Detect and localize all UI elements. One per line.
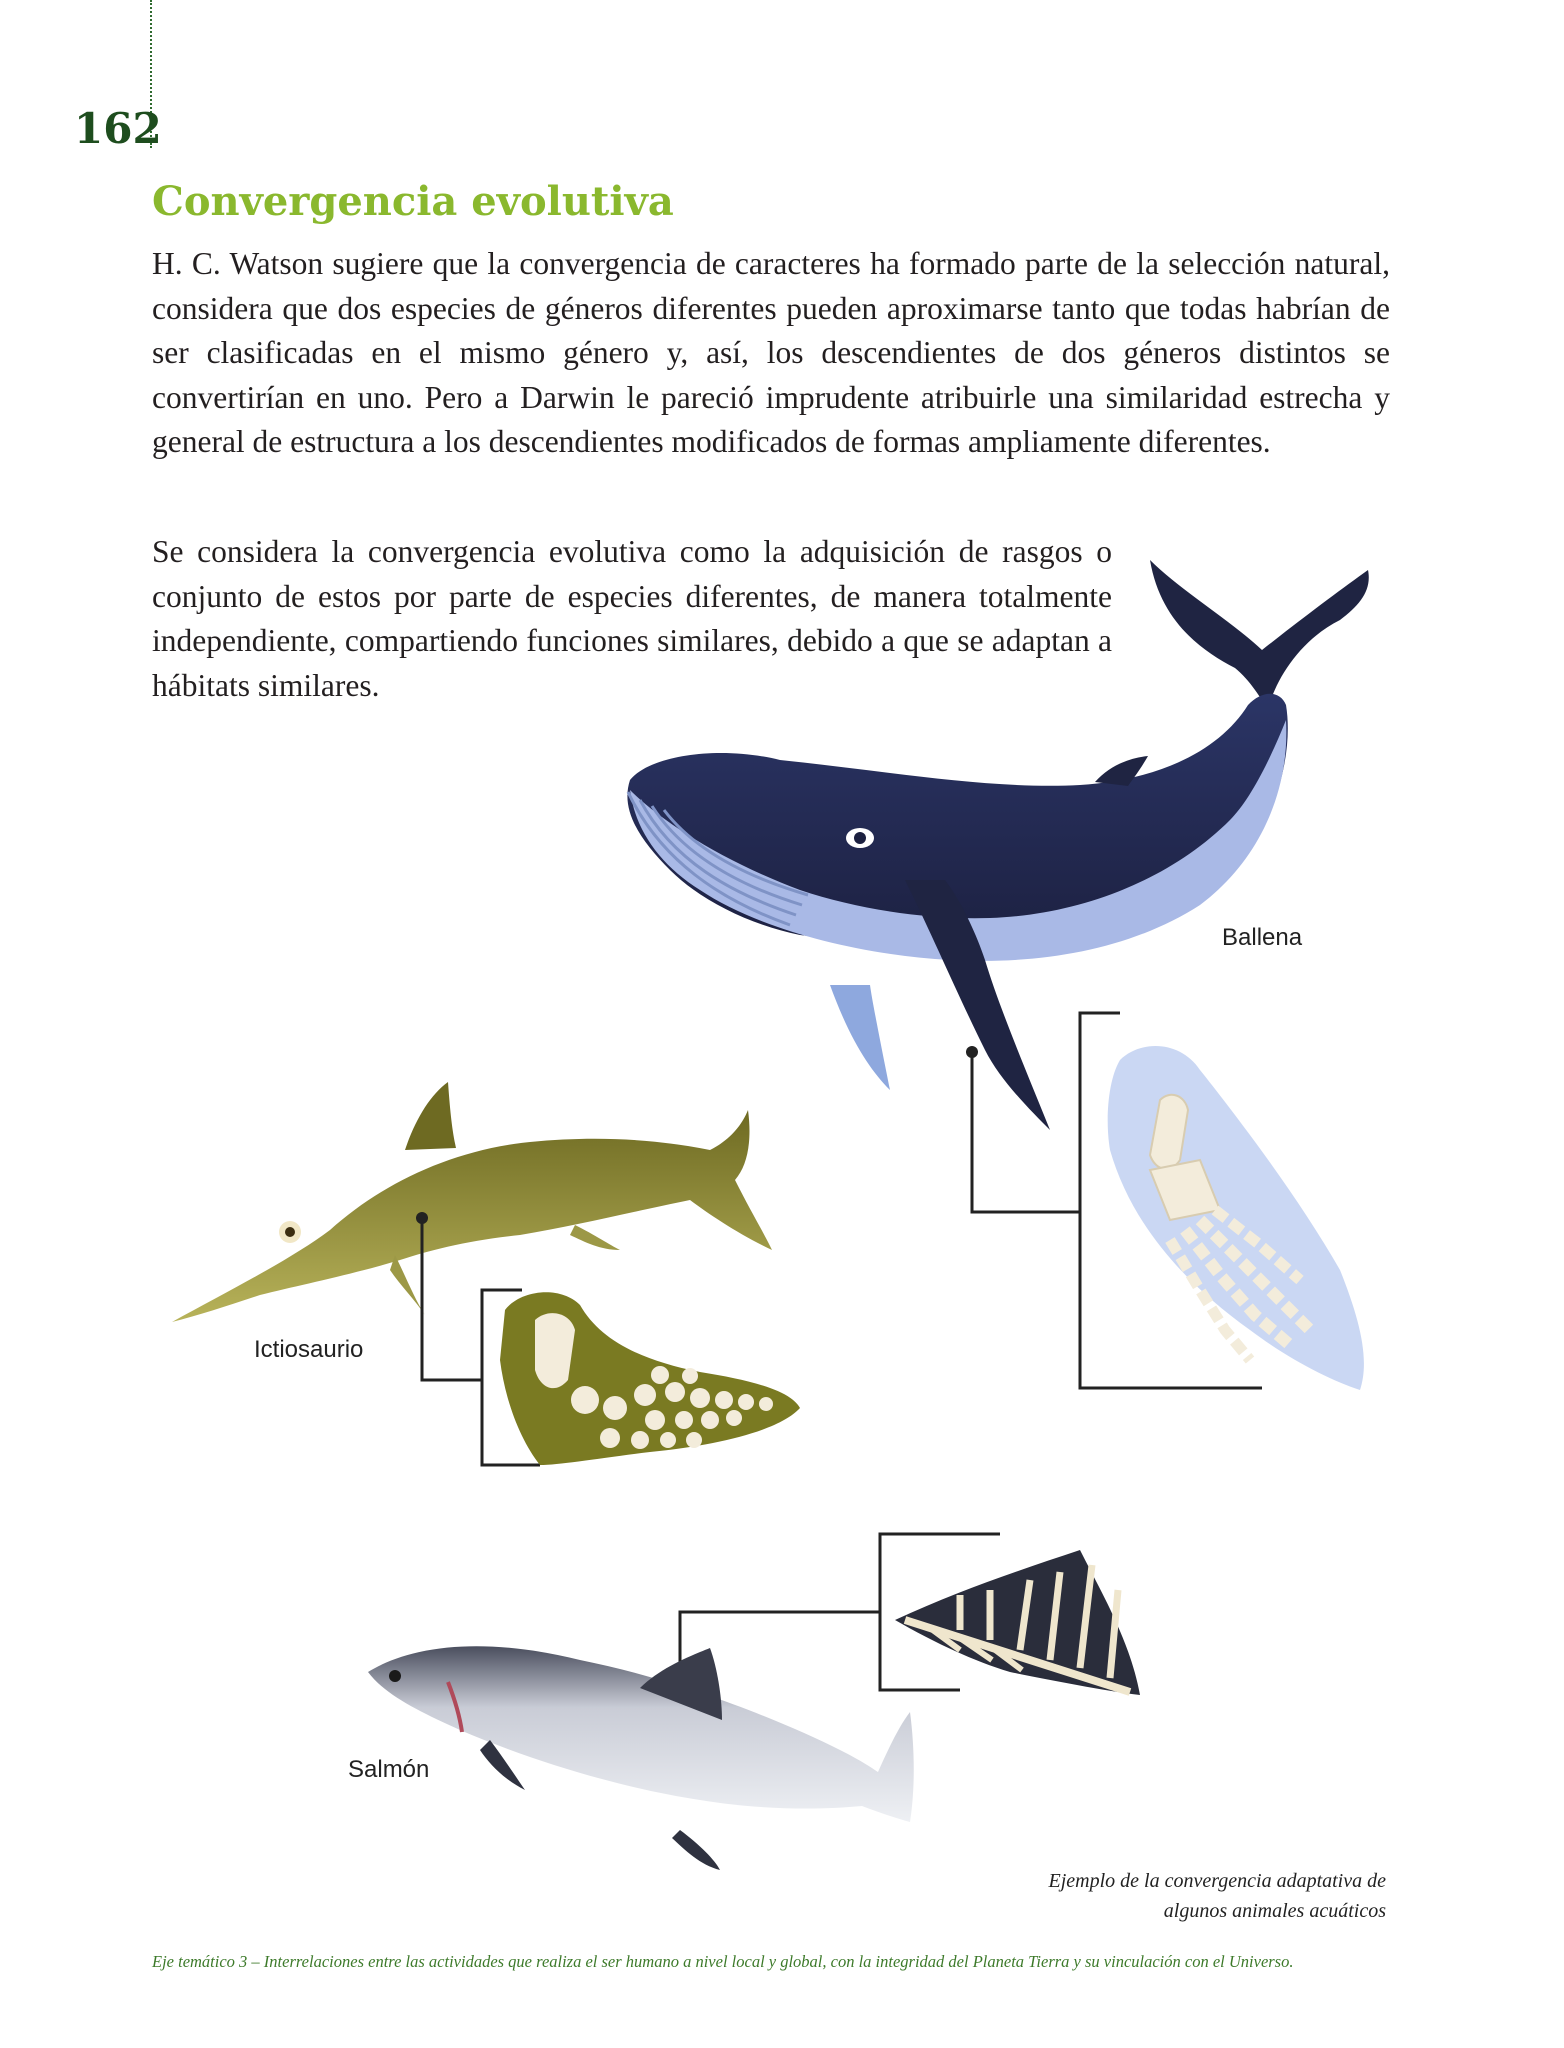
- whale-flipper-bones: [1108, 1046, 1364, 1390]
- ichthyosaur-dorsal-fin: [405, 1082, 456, 1150]
- page-footer: Eje temático 3 – Interrelaciones entre las actividades que realiza el ser humano a nivel local y global, con la integridad del Planeta Tierra y su vinculación con el Universo.: [152, 1952, 1294, 1971]
- whale-tail-fluke: [1150, 560, 1369, 710]
- ichthyosaur-illustration: [172, 1082, 772, 1322]
- ichthyosaur-front-flipper: [390, 1255, 425, 1315]
- label-salmon: Salmón: [348, 1756, 430, 1783]
- ichthyosaur-body: [172, 1110, 772, 1322]
- label-ichthyosaur: Ictiosaurio: [254, 1336, 364, 1363]
- salmon-eye: [389, 1670, 401, 1682]
- label-whale: Ballena: [1222, 924, 1303, 951]
- page-number: 162: [74, 104, 162, 153]
- whale-flipper-light: [830, 985, 890, 1090]
- salmon-fin-rays: [895, 1550, 1140, 1695]
- paragraph-definition: Se considera la convergencia evolutiva como la adquisición de rasgos o conjunto de estos por parte de especies diferentes, de manera totalmente independiente, compartiendo funciones similares, debido a que se adaptan a hábitats similares.: [152, 534, 1112, 703]
- whale-illustration: [627, 560, 1368, 1130]
- salmon-anal-fin: [672, 1830, 720, 1870]
- salmon-body: [368, 1646, 914, 1822]
- caption-line-2: algunos animales acuáticos: [1163, 1900, 1386, 1922]
- caption-line-1: Ejemplo de la convergencia adaptativa de: [1048, 1870, 1386, 1892]
- salmon-illustration: [368, 1646, 914, 1870]
- section-title: Convergencia evolutiva: [152, 178, 674, 225]
- figure-caption: [1049, 1866, 1387, 1926]
- paragraph-watson: H. C. Watson sugiere que la convergencia de caracteres ha formado parte de la selección natural, considera que dos especies de géneros diferentes pueden aproximarse tanto que todas habrían de ser clasificadas en el mismo género y, así, los descendientes de dos géneros distintos se convertirían en uno. Pero a Darwin le pareció imprudente atribuirle una similaridad estrecha y general de estructura a los descendientes modificados de formas ampliamente diferentes.: [152, 246, 1390, 459]
- ichthyosaur-paddle-bones: [500, 1292, 800, 1465]
- ichthyosaur-rear-flipper: [570, 1225, 620, 1250]
